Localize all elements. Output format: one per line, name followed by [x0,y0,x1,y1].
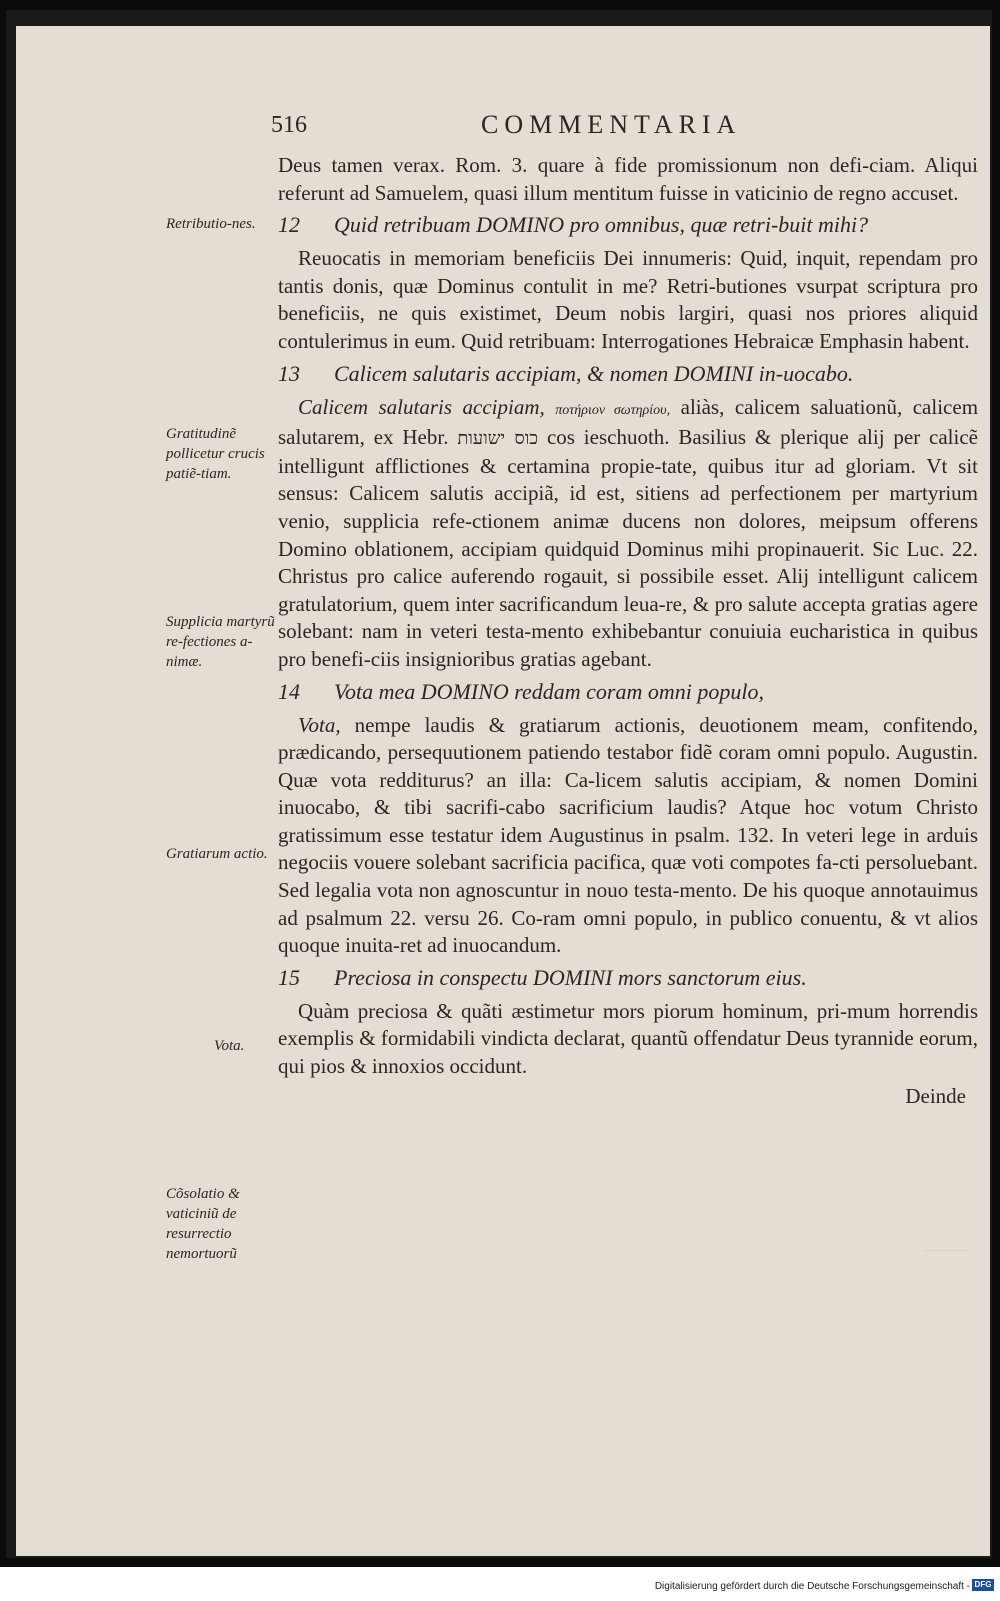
funding-notice: Digitalisierung gefördert durch die Deutsche Forschungsgemeinschaft - [654,1581,970,1592]
verse-text: Quid retribuam DOMINO pro omnibus, quæ retri-buit mihi? [334,212,869,238]
paragraph [278,712,978,960]
greek-text: ποτήριον σωτηρίου, [555,402,671,418]
verse-15 [278,964,978,992]
verse-number: 13 [278,360,300,386]
paragraph [278,394,978,674]
footer-bar [0,1567,1000,1601]
lemma: Vota, [298,712,341,737]
hebrew-text: כוס ישועות [457,428,539,450]
verse-12 [278,211,978,239]
page-header [271,108,871,144]
paragraph: Quàm preciosa & quãti æstimetur mors piorum hominum, pri-mum horrendis exemplis & formidabili vindicta declarat, quantũ offendatur Deus tyrannide eorum, qui pios & innoxios occidunt. [278,998,978,1079]
verse-13 [278,360,978,388]
lemma: Calicem salutaris accipiam, [298,394,545,419]
text-run: cos ieschuoth. Basilius & plerique alij per calicẽ intelligunt afflictiones & certamina propie-tate, quibus itur ad gloriam. Vt sit sensus: Calicem salutis accipiã, id est, sitiens ad perfectionem per martyrium venio, supplicia refe-ctionem animæ ducens non dolores, meipsum offerens Domino oblationem, accipiam quidquid Dominus mihi propinauerit. Sic Luc. 22. Christus pro calice auferendo rogauit, si possibile esset. Alij intelligunt calicem gratulatorium, quem inter sacrificandum leua-re, & pro salute accepta gratias agere solebant: nam in veteri testa-mento exhibebantur conuiuia eucharistica in quibus pro benefi-ciis insignioribus gratias agebant. [278,425,978,671]
scan-frame [6,10,992,1558]
running-title: COMMENTARIA [481,110,742,139]
verse-number: 15 [278,964,300,990]
book-page [16,26,990,1556]
margin-note-retributiones: Retributio-nes. [166,216,256,232]
page-number: 516 [271,112,307,138]
margin-note-supplicia: Supplicia martyrũ re-fectiones a-nimæ. [166,614,275,670]
text-run: nempe laudis & gratiarum actionis, deuotionem meam, confitendo, prædicando, persequutionem patiendo testabor fidẽ coram omni populo. Augustin. Quæ vota redditurus? an illa: Ca-licem salutis accipiam, & nomen Domini inuocabo, & tibi sacrifi-cabo sacrificium laudis? Atque hoc votum Christo gratissimum esse testatur idem Augustinus in psalm. 132. In veteri lege in arduis negociis vouere solebant sacrificia pacifica, quæ voti compotes fa-cti persoluebant. Sed legalia vota non agnoscuntur in nouo testa-mento. De his quoque annotauimus ad psalmum 22. versu 26. Co-ram omni populo, in publico conuentu, & vt alios quoque inuita-ret ad inuocandum. [278,712,978,958]
main-text [278,152,978,1110]
margin-note-consolatio: Cõsolatio & vaticiniũ de resurrectio nemortuorũ [166,1186,240,1262]
catchword: Deinde [905,1083,966,1108]
paragraph: Deus tamen verax. Rom. 3. quare à fide promissionum non defi-ciam. Aliqui referunt ad Samuelem, quasi illum mentitum fuisse in vaticinio de regno accuset. [278,153,978,205]
verse-text: Calicem salutaris accipiam, & nomen DOMINI in-uocabo. [334,360,854,386]
bleed-through-mark [924,1250,970,1265]
paragraph: Reuocatis in memoriam beneficiis Dei innumeris: Quid, inquit, rependam pro tantis donis, quæ Dominus contulit in me? Retri-butiones vsurpat scriptura pro beneficiis, ne quis existimet, Deum nobis largiri, quasi nos priores aliquid contulerimus in eum. Quid retribuam: Interrogationes Hebraicæ Emphasin habent. [278,246,978,353]
margin-note-gratitudinem: Gratitudinẽ pollicetur crucis patiẽ-tiam. [166,426,265,482]
dfg-logo-icon: DFG [972,1579,994,1591]
margin-note-vota: Vota. [214,1038,245,1054]
verse-number: 14 [278,678,300,704]
verse-text: Preciosa in conspectu DOMINI mors sanctorum eius. [334,964,807,990]
verse-14 [278,678,978,706]
verse-text: Vota mea DOMINO reddam coram omni populo, [334,678,764,704]
text-run: aliàs, calicem saluationũ, calicem salutarem, ex Hebr. [278,394,979,450]
verse-number: 12 [278,212,300,238]
margin-note-gratiarum: Gratiarum actio. [166,846,268,862]
